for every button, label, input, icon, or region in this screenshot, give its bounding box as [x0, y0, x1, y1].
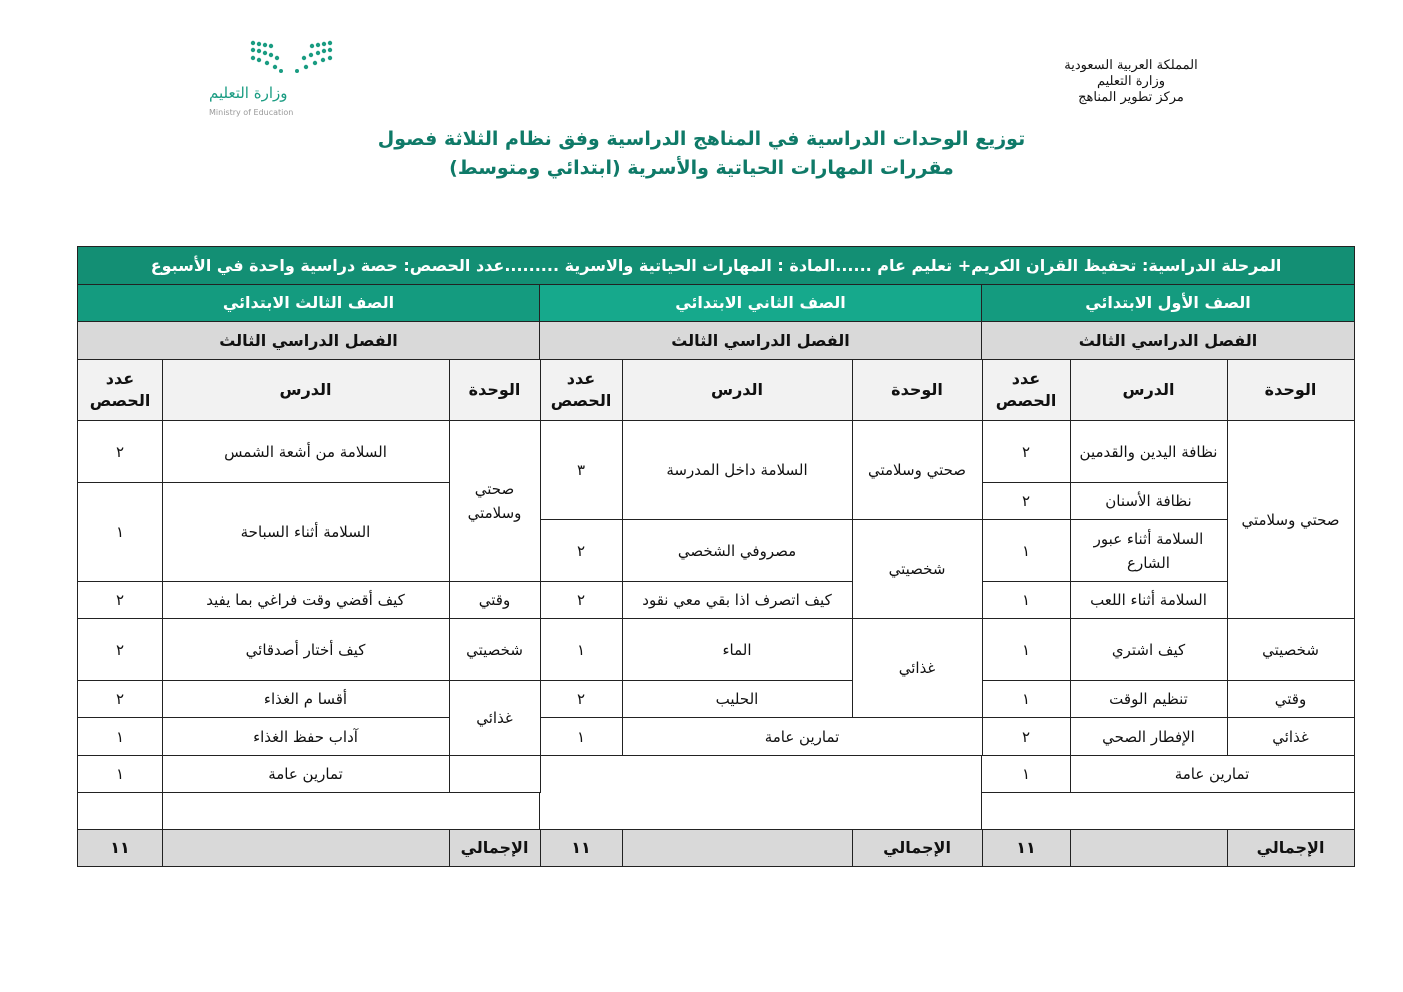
page-title: توزيع الوحدات الدراسية في المناهج الدراسية وفق نظام الثلاثة فصول — [377, 128, 1026, 150]
lesson-cell: آداب حفظ الغذاء — [161, 717, 450, 756]
lesson-cell: السلامة أثناء اللعب — [1069, 581, 1228, 619]
total-empty — [161, 829, 450, 867]
unit-cell: صحتي وسلامتي — [1226, 420, 1355, 619]
count-cell: ١ — [539, 618, 623, 681]
logo-english-text: Ministry of Education — [209, 108, 294, 117]
unit-cell: شخصيتي — [851, 519, 983, 619]
lesson-cell: كيف أقضي وقت فراغي بما يفيد — [161, 581, 450, 619]
lesson-cell: تمارين عامة — [161, 755, 450, 793]
count-cell: ٢ — [981, 482, 1071, 520]
column-header-count: عدد الحصص — [539, 359, 623, 421]
empty-cell — [161, 792, 540, 830]
lesson-cell: السلامة داخل المدرسة — [621, 420, 853, 520]
lesson-cell: نظافة اليدين والقدمين — [1069, 420, 1228, 483]
unit-cell: شخصيتي — [448, 618, 541, 681]
count-cell: ٢ — [539, 581, 623, 619]
total-value: ١١ — [981, 829, 1071, 867]
unit-cell: غذائي — [448, 680, 541, 756]
total-label: الإجمالي — [448, 829, 541, 867]
total-label: الإجمالي — [1226, 829, 1355, 867]
unit-cell — [448, 755, 541, 793]
column-header-lesson: الدرس — [1069, 359, 1228, 421]
count-cell: ١ — [981, 519, 1071, 582]
logo-dots-icon — [205, 38, 340, 78]
count-cell: ٢ — [77, 581, 163, 619]
total-empty — [621, 829, 853, 867]
semester-header: الفصل الدراسي الثالث — [539, 321, 982, 360]
count-cell: ١ — [981, 680, 1071, 718]
org-line: وزارة التعليم — [1096, 74, 1166, 89]
total-empty — [1069, 829, 1228, 867]
column-header-lesson: الدرس — [161, 359, 450, 421]
lesson-cell: تمارين عامة — [621, 717, 983, 756]
count-cell: ٢ — [77, 680, 163, 718]
count-cell: ٢ — [981, 420, 1071, 483]
total-value: ١١ — [539, 829, 623, 867]
count-cell: ١ — [77, 482, 163, 582]
grade-header: الصف الثاني الابتدائي — [539, 284, 982, 322]
count-cell: ٢ — [77, 420, 163, 483]
empty-cell — [981, 792, 1355, 830]
unit-cell: وقتي — [448, 581, 541, 619]
count-cell: ١ — [981, 581, 1071, 619]
lesson-cell: الإفطار الصحي — [1069, 717, 1228, 756]
lesson-cell: الماء — [621, 618, 853, 681]
lesson-cell: الحليب — [621, 680, 853, 718]
count-cell: ١ — [981, 755, 1071, 793]
count-cell: ١ — [981, 618, 1071, 681]
count-cell: ٣ — [539, 420, 623, 520]
column-header-unit: الوحدة — [851, 359, 983, 421]
unit-cell: شخصيتي — [1226, 618, 1355, 681]
empty-cell — [77, 792, 163, 830]
count-cell: ٢ — [981, 717, 1071, 756]
count-cell: ١ — [77, 755, 163, 793]
unit-cell: غذائي — [851, 618, 983, 718]
ministry-logo — [205, 38, 340, 123]
semester-header: الفصل الدراسي الثالث — [981, 321, 1355, 360]
lesson-cell: أقسا م الغذاء — [161, 680, 450, 718]
count-cell: ٢ — [539, 519, 623, 582]
column-header-count: عدد الحصص — [981, 359, 1071, 421]
count-cell: ١ — [77, 717, 163, 756]
grade-header: الصف الأول الابتدائي — [981, 284, 1355, 322]
column-header-lesson: الدرس — [621, 359, 853, 421]
org-line: المملكة العربية السعودية — [1064, 58, 1198, 73]
stage-info-band: المرحلة الدراسية: تحفيظ القران الكريم+ تعليم عام ......المادة : المهارات الحياتية والاسرية .........عدد الحصص: حصة دراسية واحدة في الأسبوع — [77, 246, 1355, 285]
empty-cell — [539, 755, 982, 830]
lesson-cell: السلامة من أشعة الشمس — [161, 420, 450, 483]
org-line: مركز تطوير المناهج — [1078, 90, 1184, 105]
lesson-cell: كيف أختار أصدقائي — [161, 618, 450, 681]
page-subtitle: مقررات المهارات الحياتية والأسرية (ابتدائي ومتوسط) — [449, 157, 954, 179]
unit-cell: غذائي — [1226, 717, 1355, 756]
lesson-cell: كيف اشتري — [1069, 618, 1228, 681]
unit-cell: صحتي وسلامتي — [448, 420, 541, 582]
lesson-cell: كيف اتصرف اذا بقي معي نقود — [621, 581, 853, 619]
organization-header — [1051, 58, 1211, 106]
semester-header: الفصل الدراسي الثالث — [77, 321, 540, 360]
lesson-cell: السلامة أثناء السباحة — [161, 482, 450, 582]
column-header-unit: الوحدة — [1226, 359, 1355, 421]
column-header-count: عدد الحصص — [77, 359, 163, 421]
lesson-cell: تمارين عامة — [1069, 755, 1355, 793]
column-header-unit: الوحدة — [448, 359, 541, 421]
unit-cell: صحتي وسلامتي — [851, 420, 983, 520]
lesson-cell: نظافة الأسنان — [1069, 482, 1228, 520]
lesson-cell: مصروفي الشخصي — [621, 519, 853, 582]
count-cell: ١ — [539, 717, 623, 756]
lesson-cell: السلامة أثناء عبور الشارع — [1069, 519, 1228, 582]
logo-arabic-text: وزارة التعليم — [209, 84, 288, 102]
total-value: ١١ — [77, 829, 163, 867]
total-label: الإجمالي — [851, 829, 983, 867]
grade-header: الصف الثالث الابتدائي — [77, 284, 540, 322]
count-cell: ٢ — [77, 618, 163, 681]
lesson-cell: تنظيم الوقت — [1069, 680, 1228, 718]
count-cell: ٢ — [539, 680, 623, 718]
unit-cell: وقتي — [1226, 680, 1355, 718]
